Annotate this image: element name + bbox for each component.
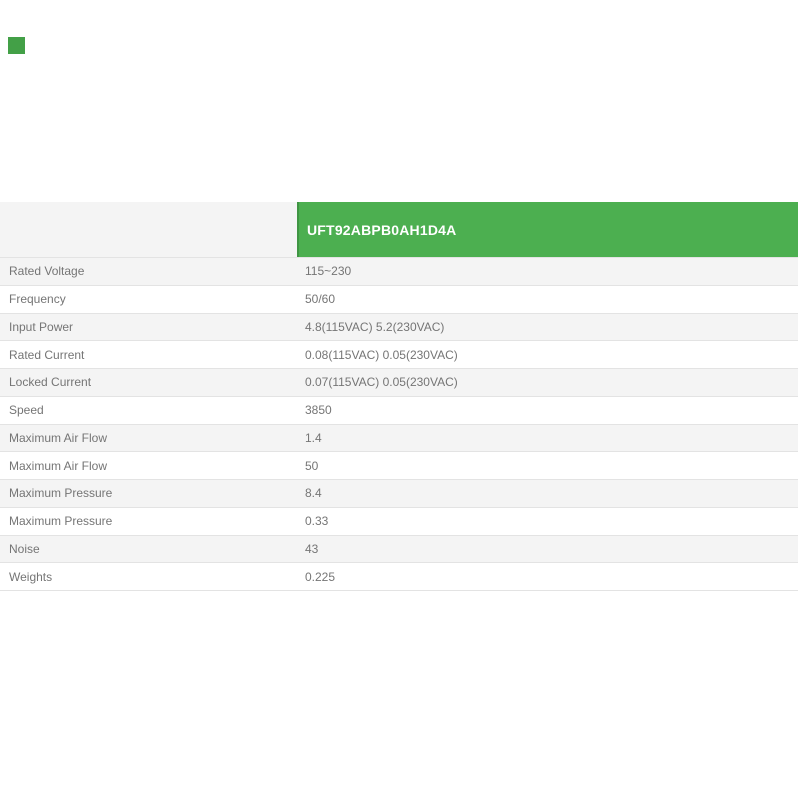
spec-row-label: Maximum Air Flow xyxy=(9,430,108,445)
spec-row-label: Frequency xyxy=(9,292,66,307)
spec-row-value: 0.33 xyxy=(305,514,329,529)
spec-row xyxy=(0,508,798,536)
spec-row-value: 8.4 xyxy=(305,486,322,501)
spec-row-label: Rated Voltage xyxy=(9,264,85,279)
spec-header-empty-cell xyxy=(0,202,297,257)
spec-row xyxy=(0,425,798,453)
spec-row-value: 115~230 xyxy=(305,264,352,279)
spec-row xyxy=(0,341,798,369)
spec-row-value: 43 xyxy=(305,541,319,556)
spec-row-label: Speed xyxy=(9,403,44,418)
spec-row-label: Input Power xyxy=(9,319,74,334)
spec-row xyxy=(0,286,798,314)
spec-row xyxy=(0,397,798,425)
spec-row-label: Noise xyxy=(9,541,40,556)
spec-row-value: 0.225 xyxy=(305,569,336,584)
spec-row xyxy=(0,258,798,286)
spec-row-label: Locked Current xyxy=(9,375,92,390)
spec-row-value: 0.07(115VAC) 0.05(230VAC) xyxy=(305,375,458,390)
spec-row xyxy=(0,369,798,397)
product-spec-table xyxy=(0,202,798,591)
spec-row-value: 0.08(115VAC) 0.05(230VAC) xyxy=(305,347,458,362)
spec-row-value: 50/60 xyxy=(305,292,336,307)
spec-row-value: 4.8(115VAC) 5.2(230VAC) xyxy=(305,319,445,334)
spec-rows xyxy=(0,258,798,591)
spec-row-label: Weights xyxy=(9,569,53,584)
spec-row xyxy=(0,314,798,342)
spec-row-label: Maximum Pressure xyxy=(9,486,113,501)
green-square-decoration xyxy=(8,37,25,54)
spec-row-label: Maximum Pressure xyxy=(9,514,113,529)
product-model-header: UFT92ABPB0AH1D4A xyxy=(297,202,798,257)
spec-row-value: 50 xyxy=(305,458,319,473)
spec-row-value: 3850 xyxy=(305,403,332,418)
spec-row xyxy=(0,536,798,564)
spec-row xyxy=(0,480,798,508)
spec-row-value: 1.4 xyxy=(305,430,322,445)
spec-row xyxy=(0,563,798,591)
spec-row xyxy=(0,452,798,480)
spec-row-label: Rated Current xyxy=(9,347,85,362)
spec-table-header xyxy=(0,202,798,258)
spec-row-label: Maximum Air Flow xyxy=(9,458,108,473)
